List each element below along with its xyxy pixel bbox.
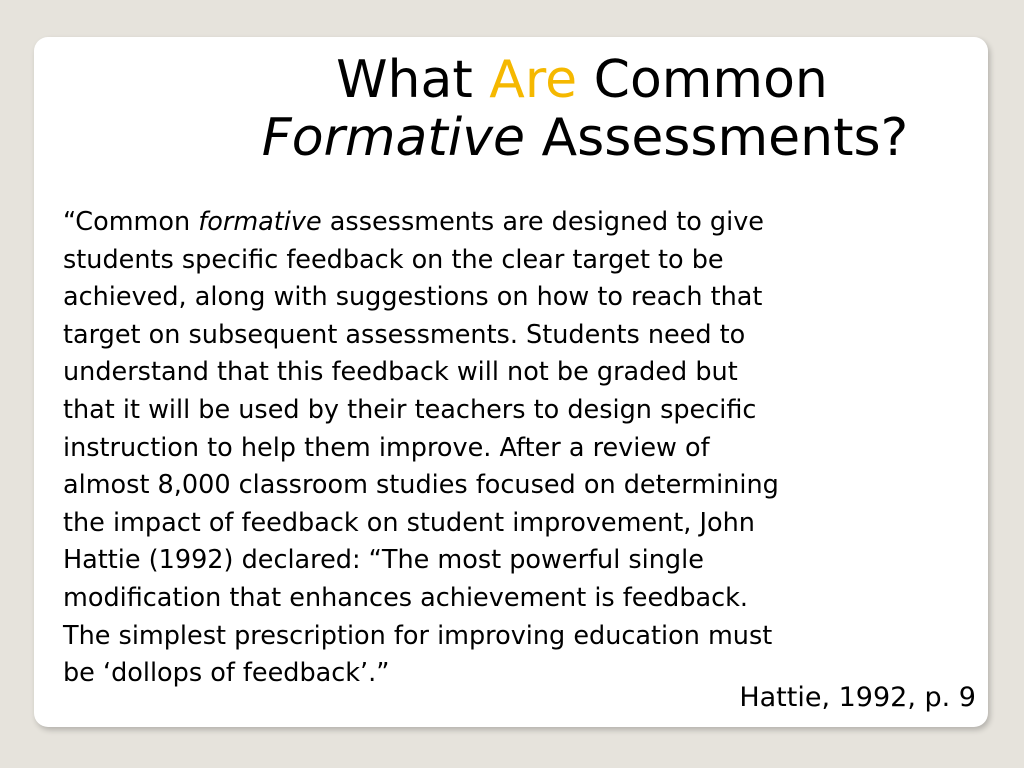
quote-line: be ‘dollops of feedback’.” (63, 658, 390, 689)
title-word-common: Common (577, 50, 828, 110)
quote-line-rest: assessments are designed to give (321, 207, 764, 237)
title-line-1 (336, 51, 828, 109)
quote-line: modification that enhances achievement is feedback. (63, 582, 749, 613)
quote-line (63, 204, 968, 242)
quote-line: that it will be used by their teachers to design specific (63, 394, 757, 425)
title-italic-word: Formative (261, 108, 526, 168)
quote-line: the impact of feedback on student improvement, John (63, 507, 755, 538)
quote-line: achieved, along with suggestions on how to reach that (63, 282, 763, 313)
quote-line: students specific feedback on the clear target to be (63, 244, 724, 275)
citation: Hattie, 1992, p. 9 (739, 682, 976, 713)
quote-italic-word: formative (198, 207, 322, 237)
slide-card (34, 37, 988, 727)
quote-line: target on subsequent assessments. Students need to (63, 319, 746, 350)
title-word-what: What (336, 50, 490, 110)
quote-body (63, 204, 968, 693)
title-accent-word: Are (489, 50, 578, 110)
quote-open: “Common (63, 207, 199, 237)
quote-line: almost 8,000 classroom studies focused on determining (63, 470, 779, 501)
quote-line: Hattie (1992) declared: “The most powerful single (63, 545, 704, 576)
title-word-assessments: Assessments? (525, 108, 909, 168)
quote-line: instruction to help them improve. After a review of (63, 432, 710, 463)
title-line-2 (262, 109, 908, 167)
slide-title (34, 51, 988, 167)
quote-line: The simplest prescription for improving education must (63, 620, 773, 651)
quote-line: understand that this feedback will not be graded but (63, 357, 738, 388)
